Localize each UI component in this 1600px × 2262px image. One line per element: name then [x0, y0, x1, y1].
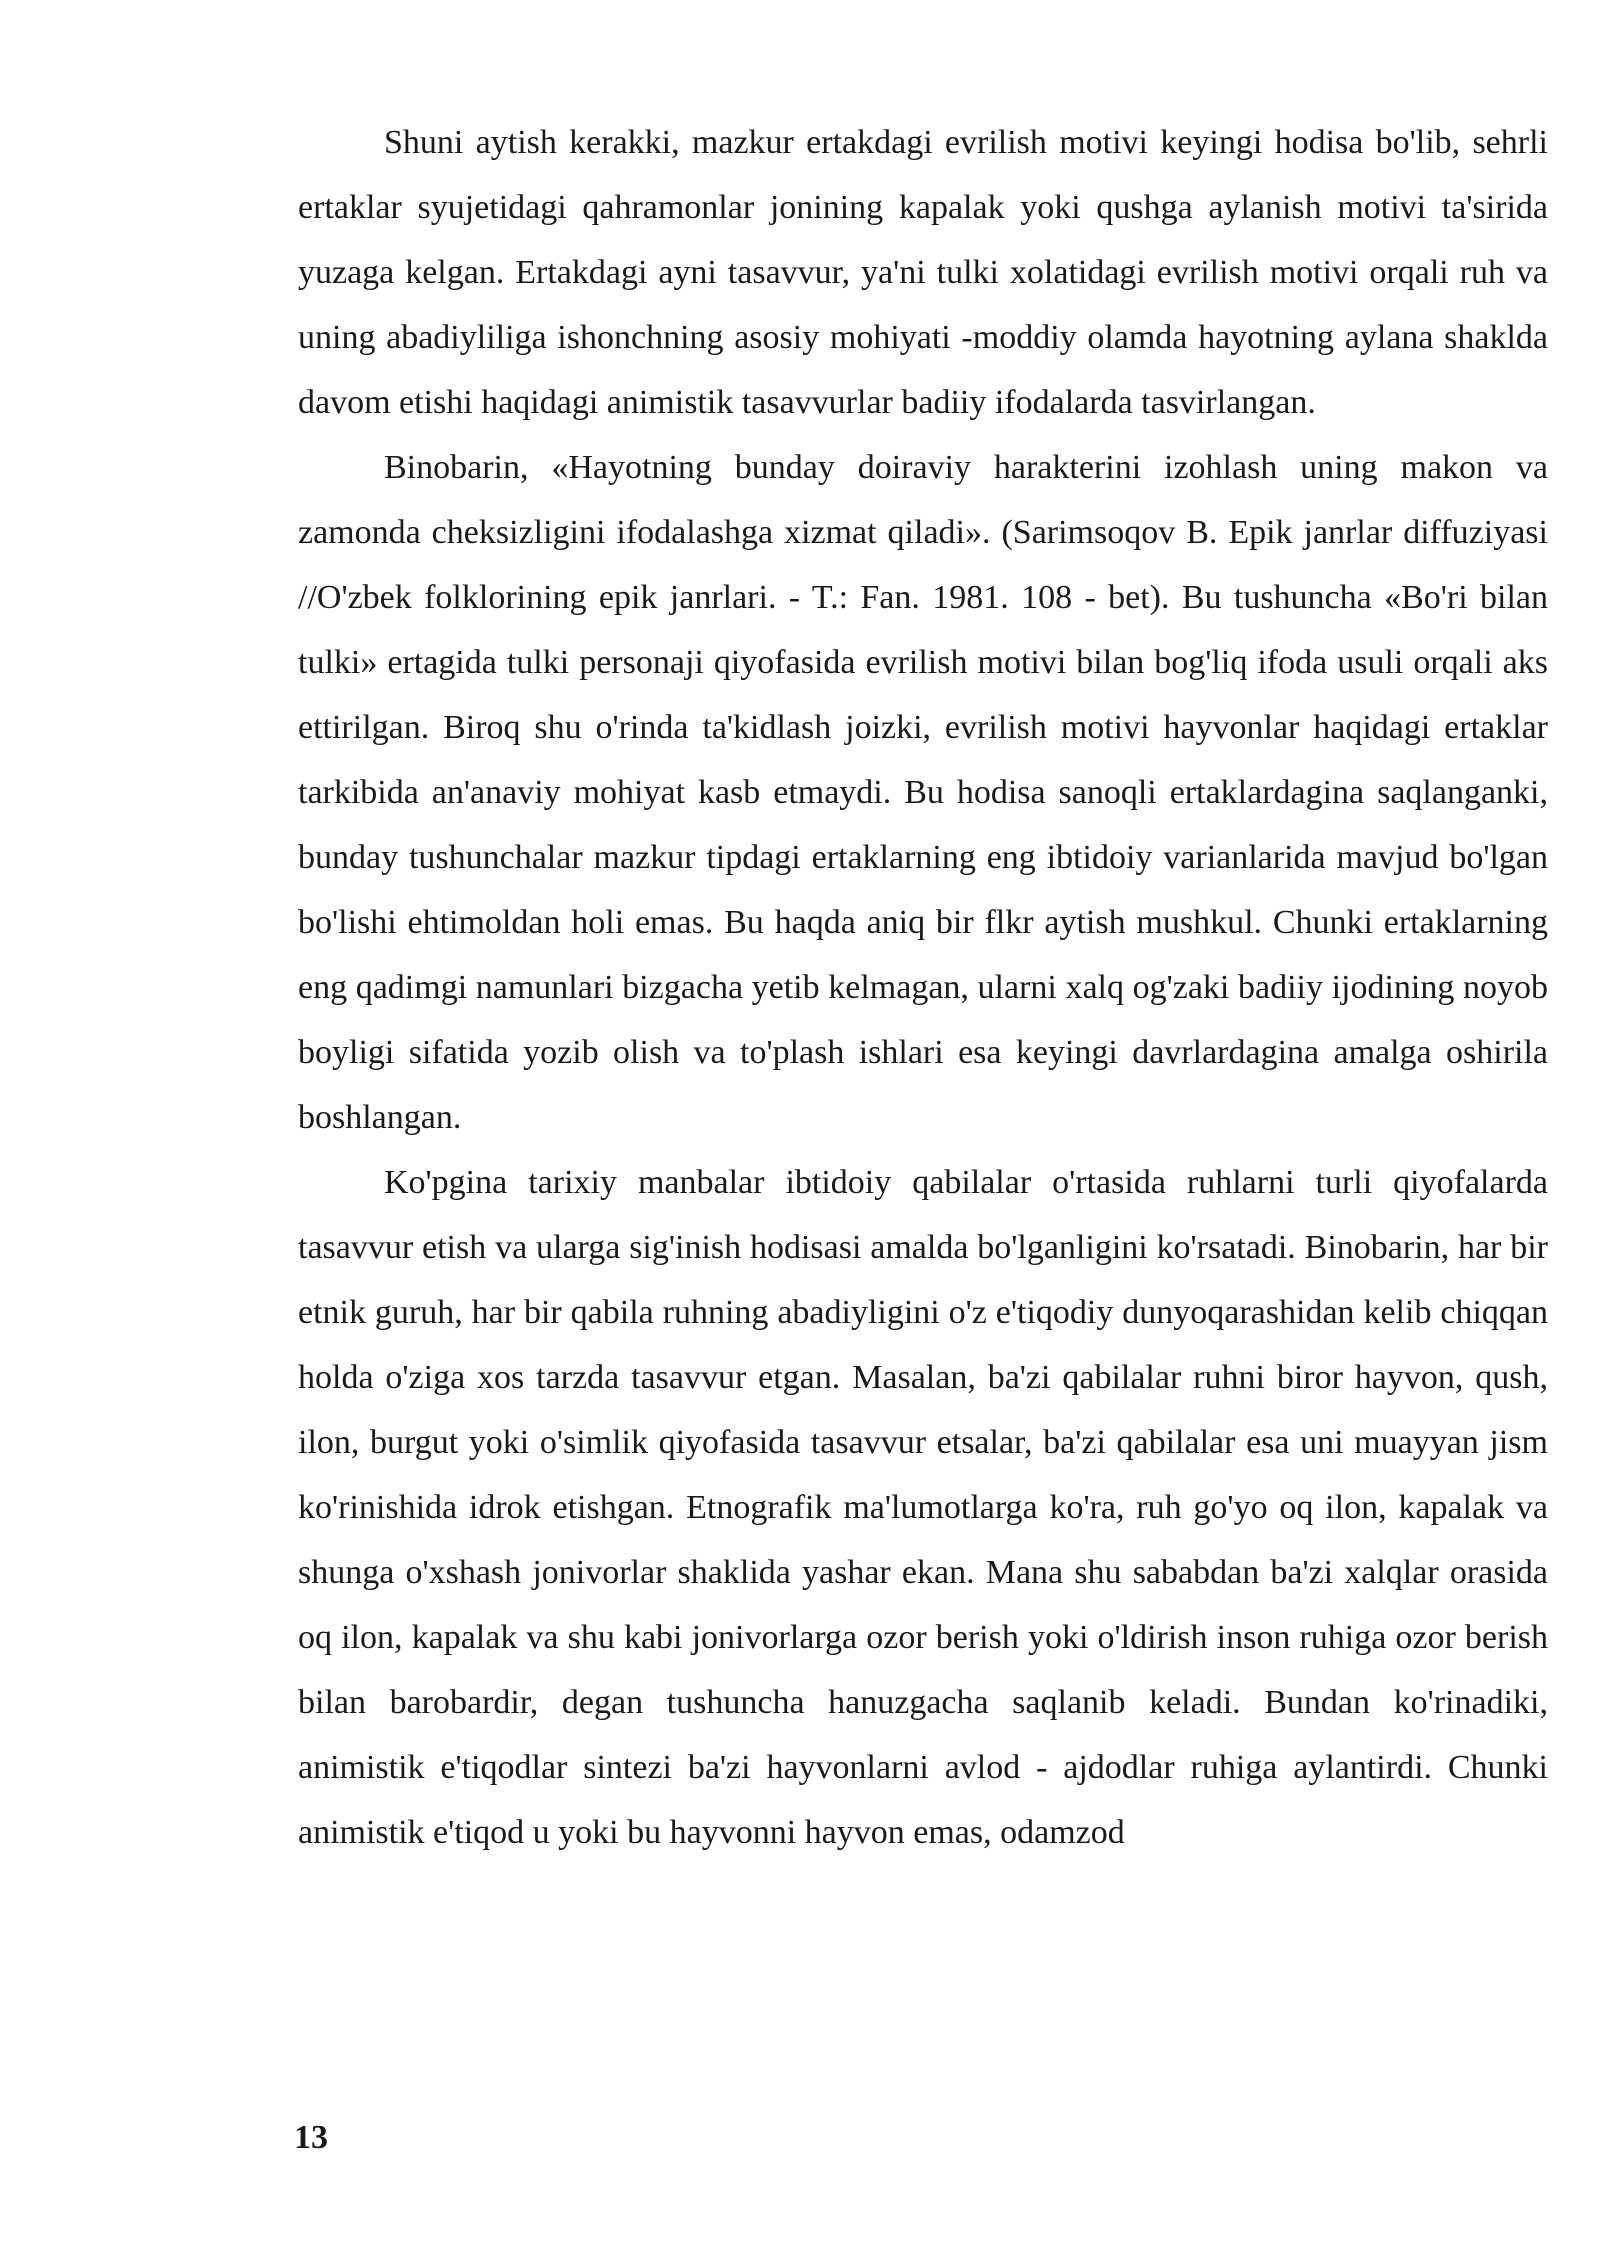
- body-text: [298, 110, 1548, 1865]
- paragraph-1: Shuni aytish kerakki, mazkur ertakdagi evrilish motivi keyingi hodisa bo'lib, sehrli ertaklar syujetidagi qahramonlar jonining kapalak yoki qushga aylanish motivi ta'sirida yuzaga kelgan. Ertakdagi ayni tasavvur, ya'ni tulki xolatidagi evrilish motivi orqali ruh va uning abadiyliliga ishonchning asosiy mohiyati -moddiy olamda hayotning aylana shaklda davom etishi haqidagi animistik tasavvurlar badiiy ifodalarda tasvirlangan.: [298, 124, 1548, 421]
- paragraph-3: Ko'pgina tarixiy manbalar ibtidoiy qabilalar o'rtasida ruhlarni turli qiyofalarda tasavvur etish va ularga sig'inish hodisasi amalda bo'lganligini ko'rsatadi. Binobarin, har bir etnik guruh, har bir qabila ruhning abadiyligini o'z e'tiqodiy dunyoqarashidan kelib chiqqan holda o'ziga xos tarzda tasavvur etgan. Masalan, ba'zi qabilalar ruhni biror hayvon, qush, ilon, burgut yoki o'simlik qiyofasida tasavvur etsalar, ba'zi qabilalar esa uni muayyan jism ko'rinishida idrok etishgan. Etnografik ma'lumotlarga ko'ra, ruh go'yo oq ilon, kapalak va shunga o'xshash jonivorlar shaklida yashar ekan. Mana shu sababdan ba'zi xalqlar orasida oq ilon, kapalak va shu kabi jonivorlarga ozor berish yoki o'ldirish inson ruhiga ozor berish bilan barobardir, degan tushuncha hanuzgacha saqlanib keladi. Bundan ko'rinadiki, animistik e'tiqodlar sintezi ba'zi hayvonlarni avlod - ajdodlar ruhiga aylantirdi. Chunki animistik e'tiqod u yoki bu hayvonni hayvon emas, odamzod: [298, 1164, 1548, 1851]
- page-number: 13: [294, 2119, 328, 2156]
- paragraph-2: Binobarin, «Hayotning bunday doiraviy harakterini izohlash uning makon va zamonda cheksizligini ifodalashga xizmat qiladi». (Sarimsoqov B. Epik janrlar diffuziyasi //O'zbek folklorining epik janrlari. - T.: Fan. 1981. 108 - bet). Bu tushuncha «Bo'ri bilan tulki» ertagida tulki personaji qiyofasida evrilish motivi bilan bog'liq ifoda usuli orqali aks ettirilgan. Biroq shu o'rinda ta'kidlash joizki, evrilish motivi hayvonlar haqidagi ertaklar tarkibida an'anaviy mohiyat kasb etmaydi. Bu hodisa sanoqli ertaklardagina saqlanganki, bunday tushunchalar mazkur tipdagi ertaklarning eng ibtidoiy varianlarida mavjud bo'lgan bo'lishi ehtimoldan holi emas. Bu haqda aniq bir flkr aytish mushkul. Chunki ertaklarning eng qadimgi namunlari bizgacha yetib kelmagan, ularni xalq og'zaki badiiy ijodining noyob boyligi sifatida yozib olish va to'plash ishlari esa keyingi davrlardagina amalga oshirila boshlangan.: [298, 449, 1548, 1136]
